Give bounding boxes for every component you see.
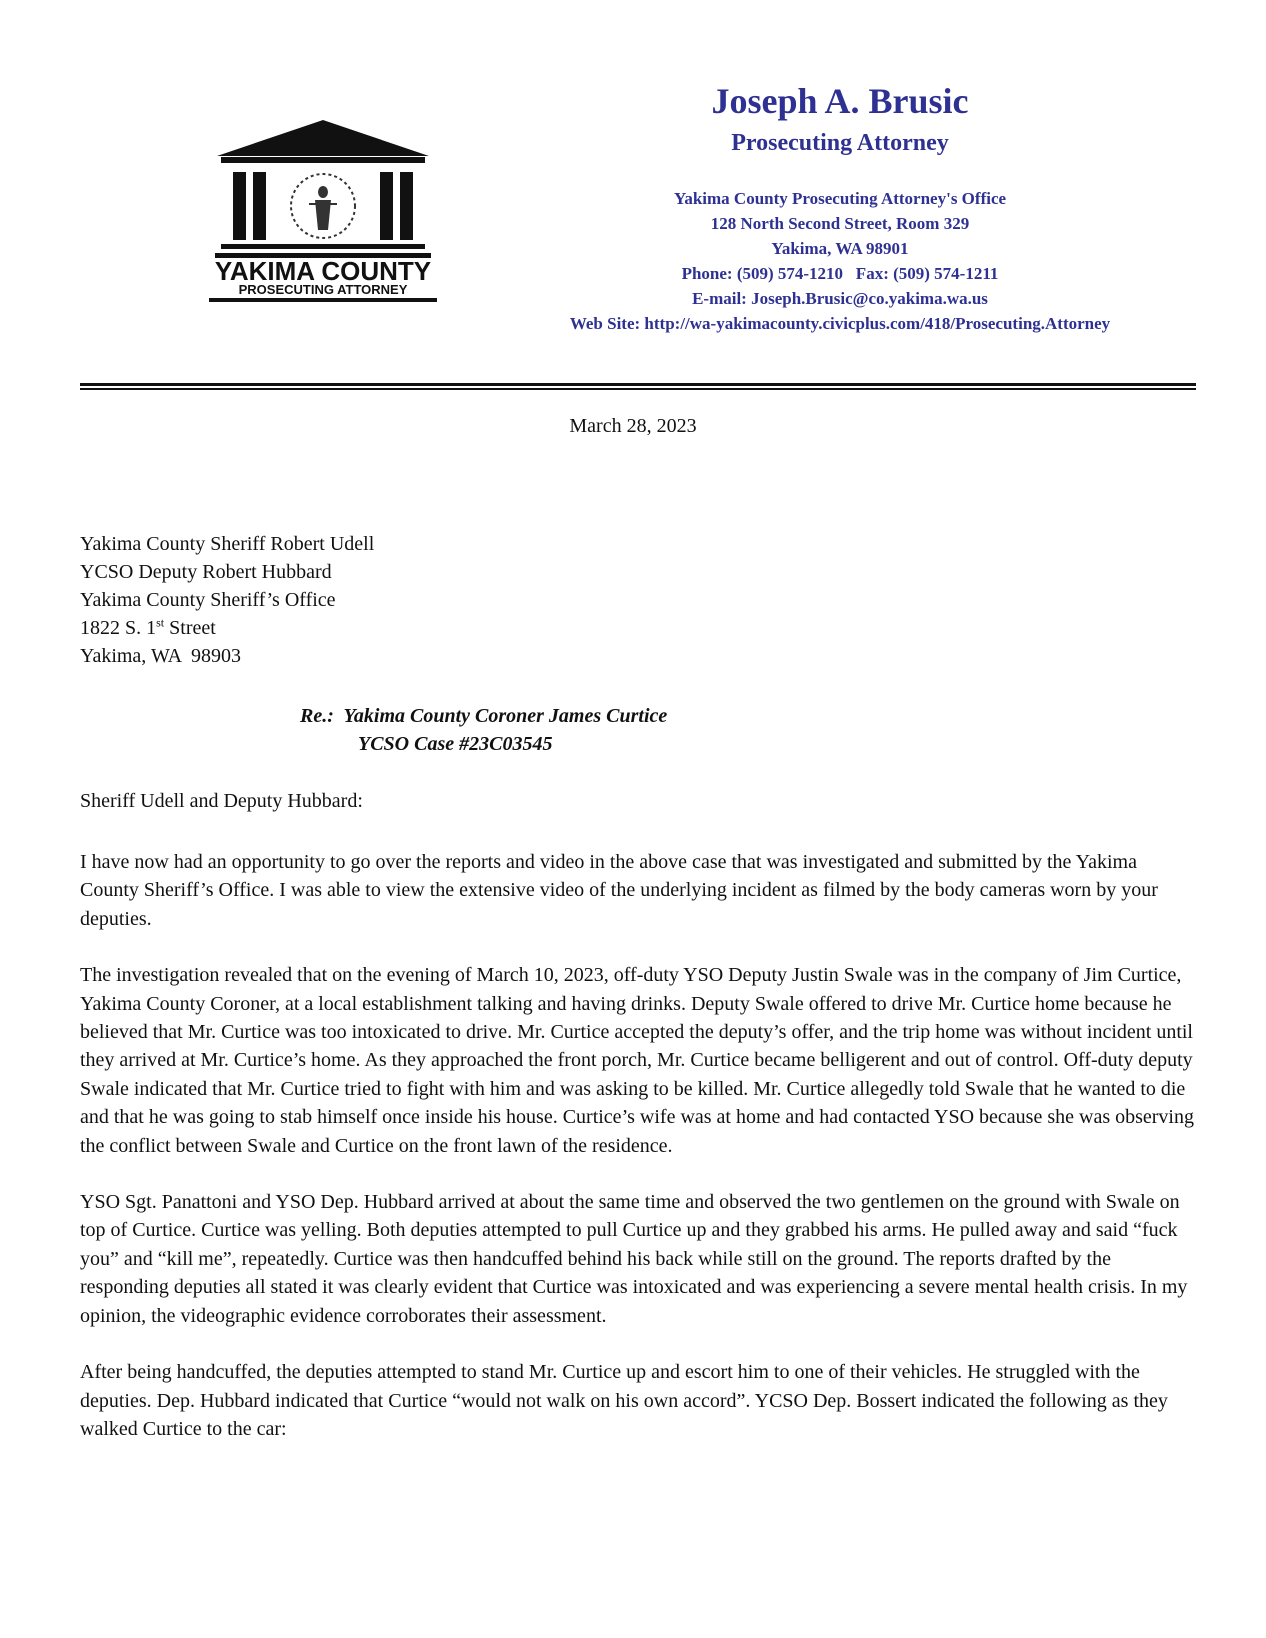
recipient-line-3: Yakima County Sheriff’s Office [80,589,336,611]
letter-date: March 28, 2023 [569,415,697,437]
recipient-street-prefix: 1822 S. 1 [80,617,157,639]
recipient-street-suffix: Street [164,617,216,639]
subject-line-1: Re.: Yakima County Coroner James Curtice [300,705,668,727]
recipient-city: Yakima, WA 98903 [80,645,241,667]
subject-line [300,702,667,758]
logo-text-county: YAKIMA COUNTY [214,256,432,286]
recipient-address [80,530,374,670]
yakima-county-logo [205,120,441,316]
body-paragraph-1: I have now had an opportunity to go over the reports and video in the above case that was investigated and submitted by the Yakima County Sheriff’s Office. I was able to view the extensive video of the underlying incident as filmed by the body cameras worn by your deputies. [80,851,1158,930]
office-city: Yakima, WA 98901 [771,239,909,258]
office-contact-block [440,186,1240,336]
recipient-street-sup: st [156,615,165,630]
salutation: Sheriff Udell and Deputy Hubbard: [80,790,363,812]
recipient-line-2: YCSO Deputy Robert Hubbard [80,561,332,583]
letter-body [80,848,1200,1471]
body-paragraph-4: After being handcuffed, the deputies attempted to stand Mr. Curtice up and escort him to one of their vehicles. He struggled with the deputies. Dep. Hubbard indicated that Curtice “would not walk on his own accord”. YCSO Dep. Bossert indicated the following as they walked Curtice to the car: [80,1361,1168,1440]
body-paragraph-3: YSO Sgt. Panattoni and YSO Dep. Hubbard arrived at about the same time and observed the two gentlemen on the ground with Swale on top of Curtice. Curtice was yelling. Both deputies attempted to pull Curtice up and they grabbed his arms. He pulled away and said “fuck you” and “kill me”, repeatedly. Curtice was then handcuffed behind his back while still on the ground. The reports drafted by the responding deputies all stated it was clearly evident that Curtice was intoxicated and was experiencing a severe mental health crisis. In my opinion, the videographic evidence corroborates their assessment. [80,1191,1188,1327]
logo-text-office: PROSECUTING ATTORNEY [238,282,408,297]
office-phone-fax: Phone: (509) 574-1210 Fax: (509) 574-1211 [681,264,999,283]
attorney-title: Prosecuting Attorney [731,130,949,156]
recipient-street [80,614,374,642]
header-divider-thin [80,388,1196,390]
office-name: Yakima County Prosecuting Attorney's Office [673,189,1007,208]
recipient-line-1: Yakima County Sheriff Robert Udell [80,533,375,555]
subject-line-2: YCSO Case #23C03545 [358,733,553,755]
body-paragraph-2: The investigation revealed that on the evening of March 10, 2023, off-duty YSO Deputy Justin Swale was in the company of Jim Curtice, Yakima County Coroner, at a local establishment talking and having drinks. Deputy Swale offered to drive Mr. Curtice home because he believed that Mr. Curtice was too intoxicated to drive. Mr. Curtice accepted the deputy’s offer, and the trip home was without incident until they arrived at Mr. Curtice’s home. As they approached the front porch, Mr. Curtice became belligerent and out of control. Off-duty deputy Swale indicated that Mr. Curtice tried to fight with him and was asking to be killed. Mr. Curtice allegedly told Swale that he wanted to die and that he was going to stab himself once inside his house. Curtice’s wife was at home and had contacted YSO because she was observing the conflict between Swale and Curtice on the front lawn of the residence. [80,964,1194,1157]
office-email: E-mail: Joseph.Brusic@co.yakima.wa.us [692,289,988,308]
office-website: Web Site: http://wa-yakimacounty.civicplus.com/418/Prosecuting.Attorney [569,314,1111,333]
attorney-name: Joseph A. Brusic [711,81,969,121]
office-street: 128 North Second Street, Room 329 [710,214,970,233]
header-divider-thick [80,383,1196,386]
